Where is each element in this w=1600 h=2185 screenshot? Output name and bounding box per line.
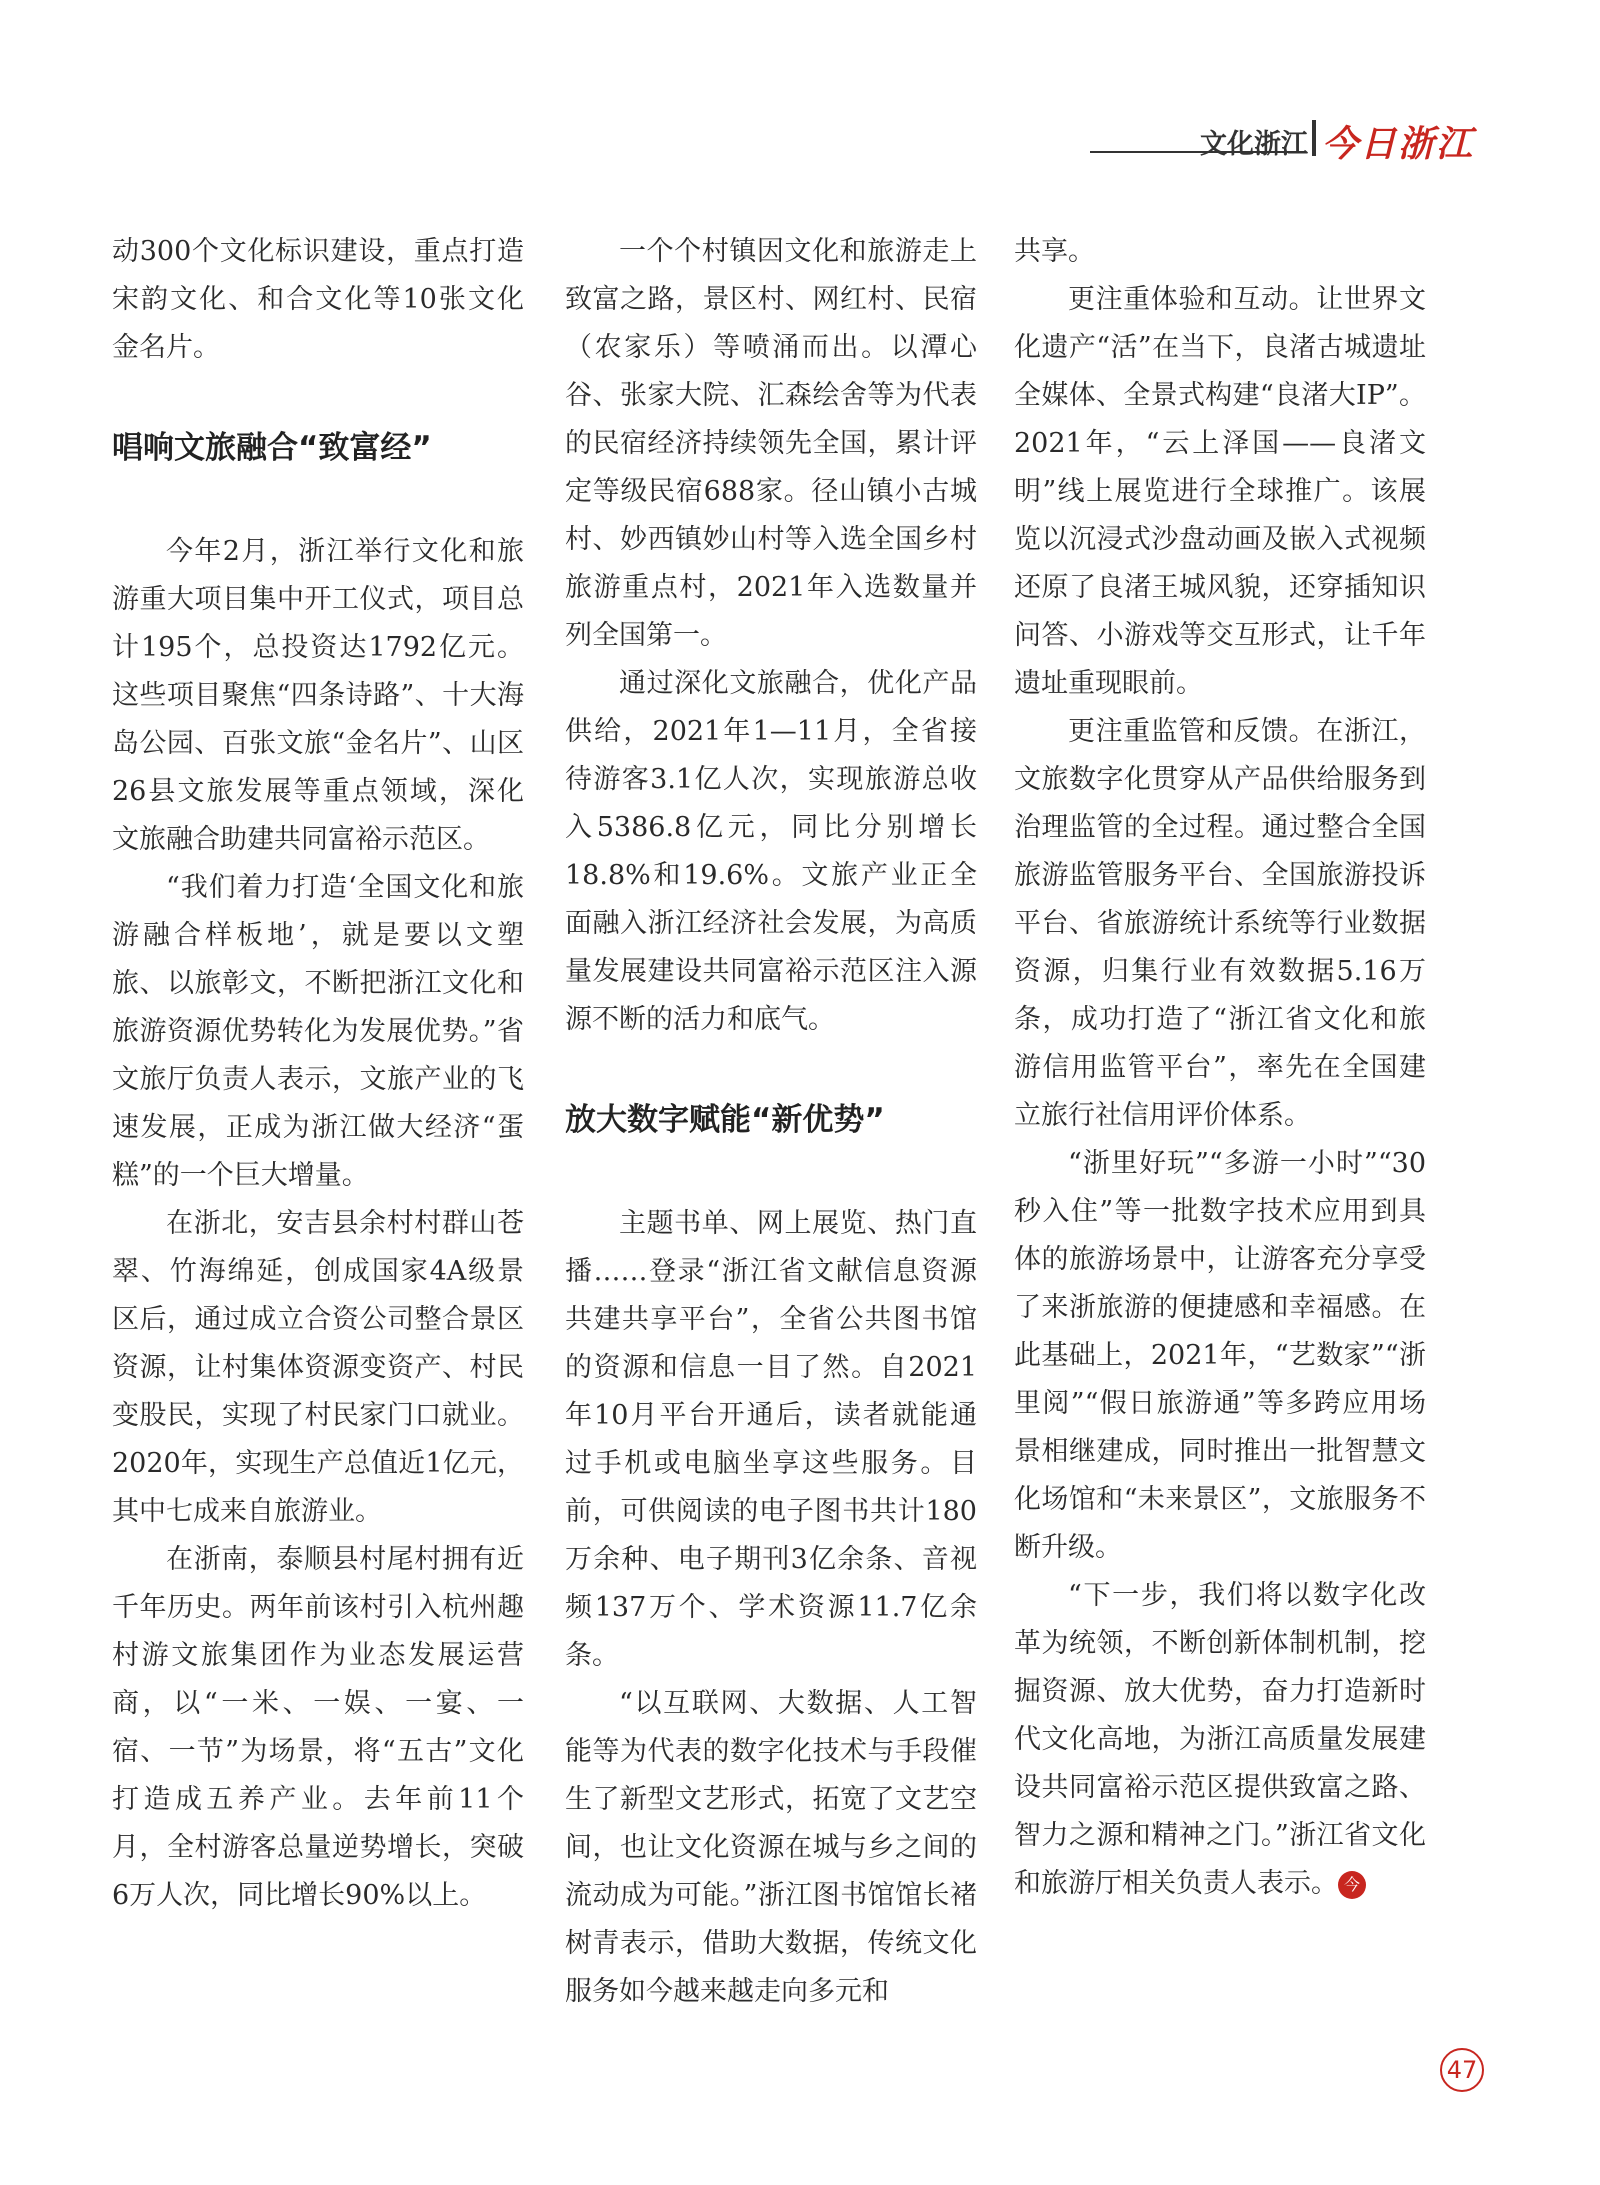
paragraph: 今年2月，浙江举行文化和旅游重大项目集中开工仪式，项目总计195个，总投资达1792亿元。这些项目聚焦“四条诗路”、十大海岛公园、百张文旅“金名片”、山区26县文旅发展等重点领域，深化文旅融合助建共同富裕示范区。	[112, 536, 524, 855]
article-column-3	[1014, 228, 1426, 1908]
header-divider	[1312, 120, 1316, 156]
page-number: 47	[1440, 2048, 1484, 2092]
paragraph: 通过深化文旅融合，优化产品供给，2021年1—11月，全省接待游客3.1亿人次，实现旅游总收入5386.8亿元，同比分别增长18.8%和19.6%。文旅产业正全面融入浙江经济社会发展，为高质量发展建设共同富裕示范区注入源源不断的活力和底气。	[565, 668, 977, 1035]
paragraph: 在浙北，安吉县余村村群山苍翠、竹海绵延，创成国家4A级景区后，通过成立合资公司整合景区资源，让村集体资源变资产、村民变股民，实现了村民家门口就业。2020年，实现生产总值近1亿元，其中七成来自旅游业。	[112, 1208, 524, 1527]
section-heading-2: 放大数字赋能“新优势”	[565, 1102, 885, 1138]
section-heading-1: 唱响文旅融合“致富经”	[112, 430, 432, 466]
article-column-2	[565, 228, 977, 2016]
magazine-logo: 今日浙江	[1322, 123, 1475, 165]
paragraph: 更注重体验和互动。让世界文化遗产“活”在当下，良渚古城遗址全媒体、全景式构建“良渚大IP”。2021年，“云上泽国——良渚文明”线上展览进行全球推广。该展览以沉浸式沙盘动画及嵌入式视频还原了良渚王城风貌，还穿插知识问答、小游戏等交互形式，让千年遗址重现眼前。	[1014, 284, 1426, 699]
article-column-1	[112, 228, 524, 1920]
paragraph: 主题书单、网上展览、热门直播……登录“浙江省文献信息资源共建共享平台”，全省公共图书馆的资源和信息一目了然。自2021年10月平台开通后，读者就能通过手机或电脑坐享这些服务。目前，可供阅读的电子图书共计180万余种、电子期刊3亿余条、音视频137万个、学术资源11.7亿余条。	[565, 1208, 977, 1671]
paragraph: 在浙南，泰顺县村尾村拥有近千年历史。两年前该村引入杭州趣村游文旅集团作为业态发展运营商，以“一米、一娱、一宴、一宿、一节”为场景，将“五古”文化打造成五养产业。去年前11个月，全村游客总量逆势增长，突破6万人次，同比增长90%以上。	[112, 1544, 524, 1911]
end-mark-icon: 今	[1338, 1871, 1366, 1899]
header-section-title: 文化浙江	[1200, 129, 1308, 160]
paragraph-last	[1014, 1572, 1426, 1908]
paragraph: “浙里好玩”“多游一小时”“30秒入住”等一批数字技术应用到具体的旅游场景中，让游客充分享受了来浙旅游的便捷感和幸福感。在此基础上，2021年，“艺数家”“浙里阅”“假日旅游通”等多跨应用场景相继建成，同时推出一批智慧文化场馆和“未来景区”，文旅服务不断升级。	[1014, 1148, 1426, 1563]
paragraph: 一个个村镇因文化和旅游走上致富之路，景区村、网红村、民宿（农家乐）等喷涌而出。以潭心谷、张家大院、汇森绘舍等为代表的民宿经济持续领先全国，累计评定等级民宿688家。径山镇小古城村、妙西镇妙山村等入选全国乡村旅游重点村，2021年入选数量并列全国第一。	[565, 236, 977, 651]
paragraph: “以互联网、大数据、人工智能等为代表的数字化技术与手段催生了新型文艺形式，拓宽了文艺空间，也让文化资源在城与乡之间的流动成为可能。”浙江图书馆馆长褚树青表示，借助大数据，传统文化服务如今越来越走向多元和	[565, 1688, 977, 2007]
paragraph: 更注重监管和反馈。在浙江，文旅数字化贯穿从产品供给服务到治理监管的全过程。通过整合全国旅游监管服务平台、全国旅游投诉平台、省旅游统计系统等行业数据资源，归集行业有效数据5.16万条，成功打造了“浙江省文化和旅游信用监管平台”，率先在全国建立旅行社信用评价体系。	[1014, 716, 1426, 1131]
paragraph: 动300个文化标识建设，重点打造宋韵文化、和合文化等10张文化金名片。	[112, 236, 524, 363]
paragraph: “我们着力打造‘全国文化和旅游融合样板地’，就是要以文塑旅、以旅彰文，不断把浙江文化和旅游资源优势转化为发展优势。”省文旅厅负责人表示，文旅产业的飞速发展，正成为浙江做大经济“蛋糕”的一个巨大增量。	[112, 872, 524, 1191]
paragraph-text: “下一步，我们将以数字化改革为统领，不断创新体制机制，挖掘资源、放大优势，奋力打造新时代文化高地，为浙江高质量发展建设共同富裕示范区提供致富之路、智力之源和精神之门。”浙江省文化和旅游厅相关负责人表示。	[1014, 1580, 1426, 1899]
paragraph: 共享。	[1014, 236, 1095, 267]
